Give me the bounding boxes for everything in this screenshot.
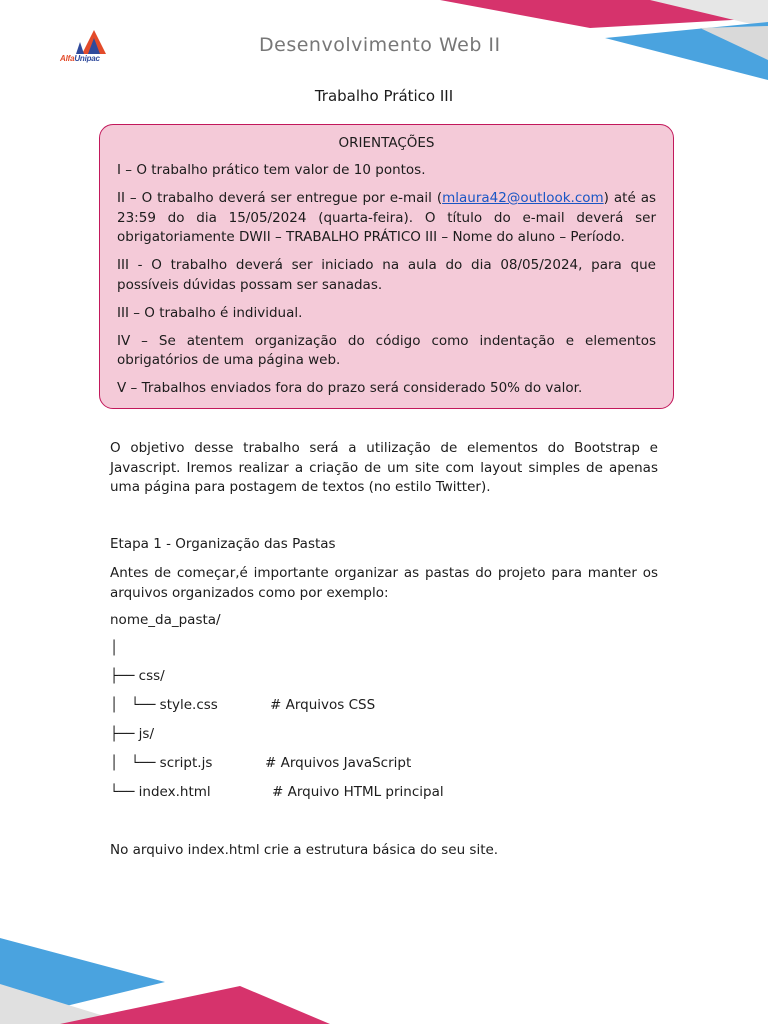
alfa-unipac-logo [60,28,140,68]
logo-unipac-text: Unipac [74,54,100,63]
tree-root: nome_da_pasta/ [110,612,221,628]
tree-index-file: └── index.html [110,784,211,800]
bottom-left-decoration [0,924,768,1024]
email-link[interactable]: mlaura42@outlook.com [442,190,604,206]
stage1-title: Etapa 1 - Organização das Pastas [110,536,336,552]
tree-css-file: │ └── style.css [110,697,218,713]
document-title: Trabalho Prático III [314,87,454,105]
orientation-item: III – O trabalho é individual. [117,304,303,321]
intro-paragraph: O objetivo desse trabalho será a utilização de elementos do Bootstrap e Javascript. Iremos realizar a criação de um site com layout simples de apenas uma página para postagem de textos (no estilo Twitter). [110,440,658,495]
orientation-item: V – Trabalhos enviados fora do prazo será considerado 50% do valor. [117,380,583,396]
orientations-heading: ORIENTAÇÕES [338,135,435,151]
orientation-item [117,189,656,248]
tree-js-comment: # Arquivos JavaScript [265,755,412,771]
orientation-item-suffix: ) até as 23:59 do dia 15/05/2024 (quarta-feira). O título do e-mail deverá ser obrigatoriamente DWII – TRABALHO PRÁTICO III – Nome do aluno – Período. [117,190,656,245]
tree-css-comment: # Arquivos CSS [270,697,376,713]
orientations-box [99,124,674,409]
orientation-item: IV – Se atentem organização do código como indentação e elementos obrigatórios de uma página web. [117,332,656,368]
orientation-item-prefix: II – O trabalho deverá ser entregue por e-mail ( [117,190,443,206]
logo-mark-icon [60,28,140,54]
closing-paragraph: No arquivo index.html crie a estrutura básica do seu site. [110,842,499,858]
tree-js-file: │ └── script.js [110,755,213,771]
tree-css-dir: ├── css/ [110,668,165,684]
tree-index-comment: # Arquivo HTML principal [272,784,444,800]
orientation-item: III - O trabalho deverá ser iniciado na aula do dia 08/05/2024, para que possíveis dúvidas possam ser sanadas. [117,257,656,293]
course-title: Desenvolvimento Web II [259,34,501,56]
stage1-paragraph: Antes de começar,é importante organizar as pastas do projeto para manter os arquivos organizados como por exemplo: [110,565,658,601]
tree-pipe: │ [110,640,119,656]
tree-js-dir: ├── js/ [110,726,155,742]
logo-alfa-text: Alfa [60,54,75,63]
logo-wordmark [60,54,140,63]
orientation-item: I – O trabalho prático tem valor de 10 pontos. [117,162,426,178]
